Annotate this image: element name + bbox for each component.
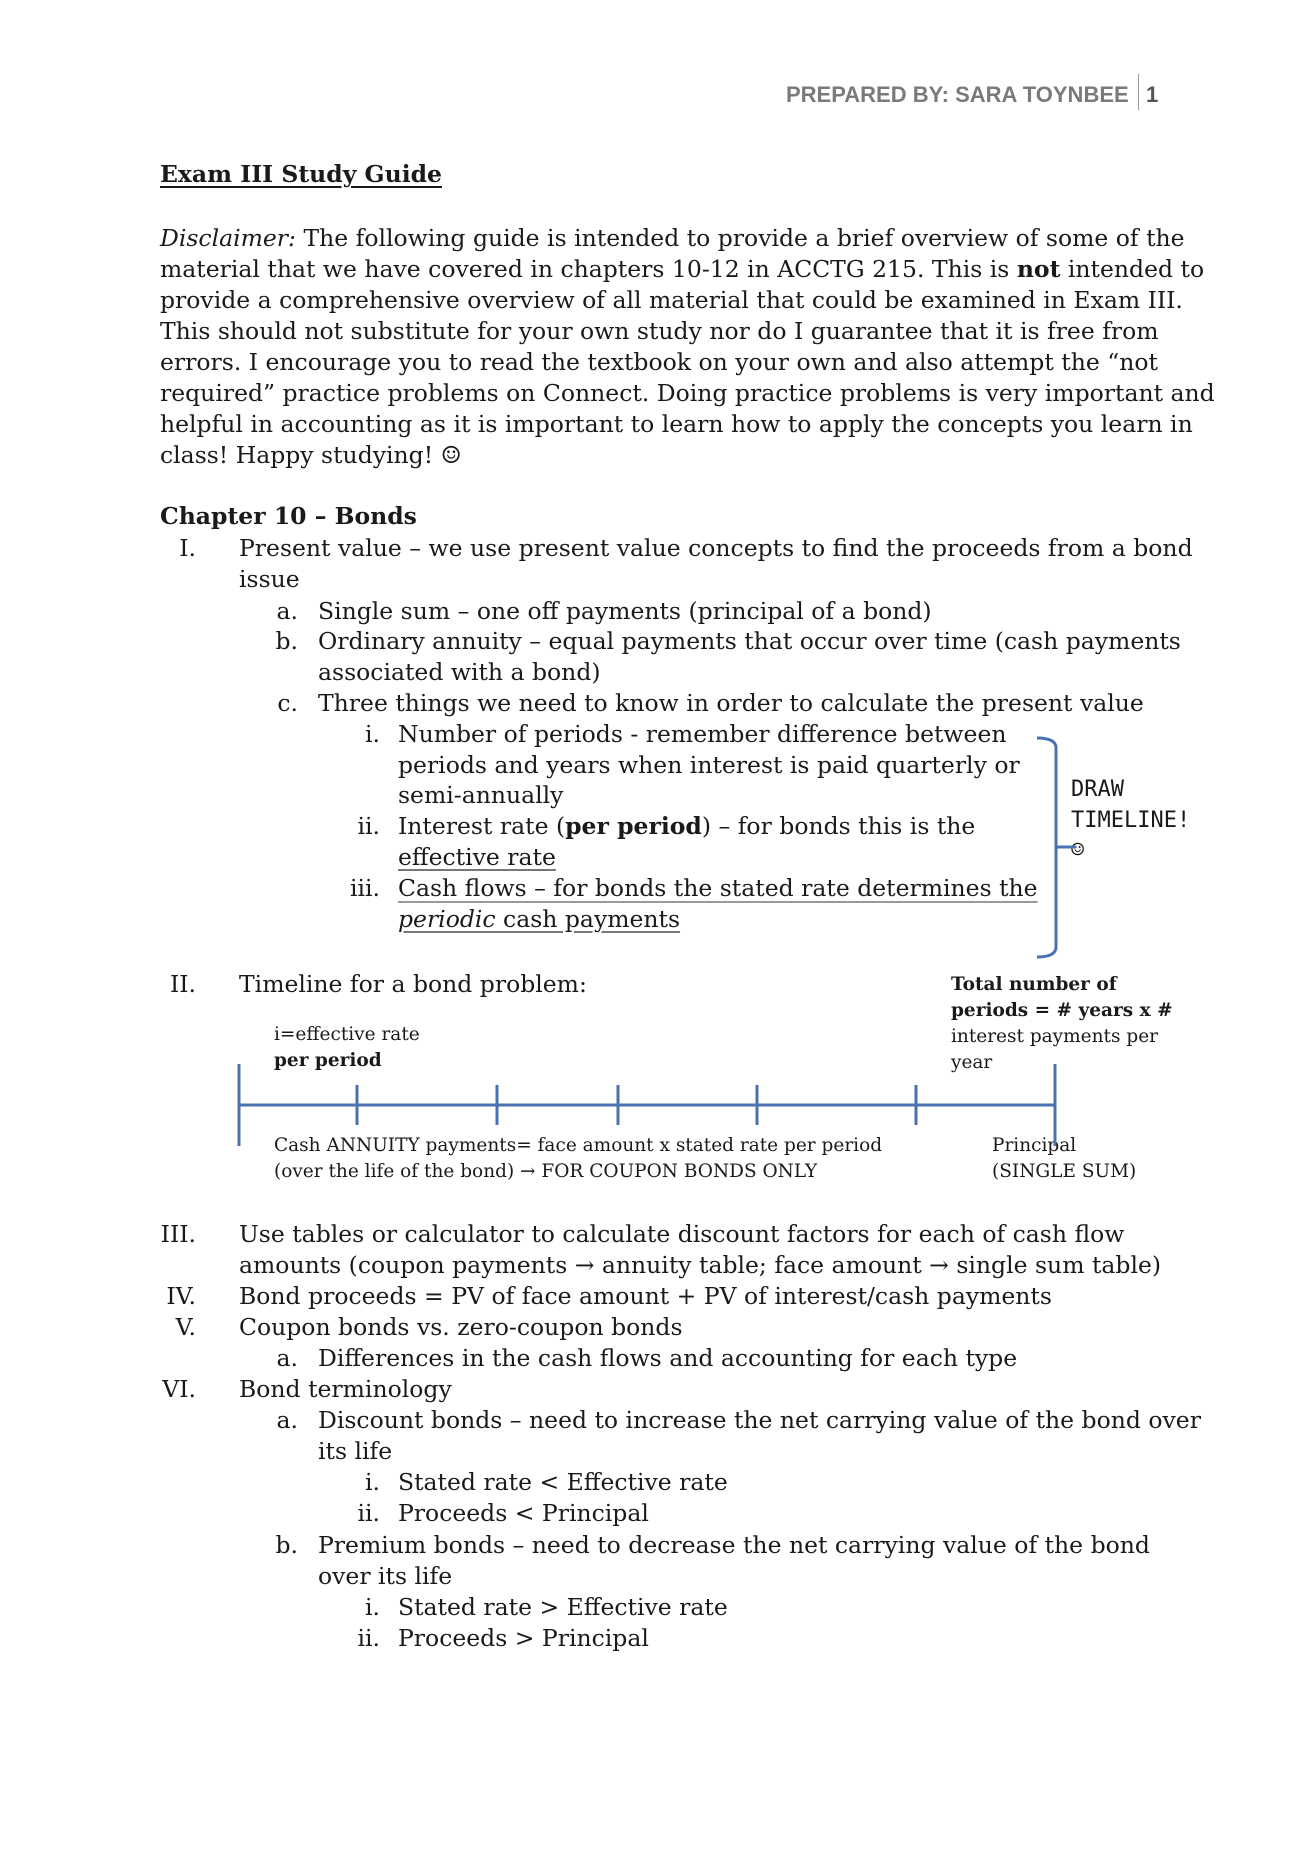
disclaimer-line: The following guide is intended to provide a brief overview of some of the xyxy=(303,224,1185,252)
rate-label: per period xyxy=(274,1050,382,1071)
annuity-label: Cash ANNUITY payments= face amount x stated rate per period xyxy=(274,1135,883,1156)
bracket-shape xyxy=(1037,738,1056,957)
list-marker: iii. xyxy=(349,874,380,902)
list-item: over its life xyxy=(318,1562,453,1590)
list-marker: b. xyxy=(275,1531,298,1559)
total-periods-label: Total number of xyxy=(951,974,1117,995)
section-number: I. xyxy=(179,534,196,562)
chapter-heading: Chapter 10 – Bonds xyxy=(160,502,417,530)
list-item: Three things we need to know in order to calculate the present value xyxy=(318,689,1144,717)
section-text: Use tables or calculator to calculate discount factors for each of cash flow xyxy=(239,1220,1125,1248)
section-number: II. xyxy=(169,970,196,998)
list-item: semi-annually xyxy=(398,781,564,809)
disclaimer-label: Disclaimer: xyxy=(160,224,296,252)
list-marker: ii. xyxy=(357,812,380,840)
list-item: periodic cash payments xyxy=(398,905,681,933)
list-item: Proceeds < Principal xyxy=(398,1499,649,1527)
list-item: Ordinary annuity – equal payments that occur over time (cash payments xyxy=(318,627,1181,655)
list-marker: c. xyxy=(277,689,298,717)
disclaimer-line: This should not substitute for your own study nor do I guarantee that it is free from xyxy=(160,317,1159,345)
draw-timeline-note: TIMELINE! xyxy=(1071,808,1191,833)
list-item: Stated rate > Effective rate xyxy=(398,1593,728,1621)
list-item: its life xyxy=(318,1437,393,1465)
section-text: Timeline for a bond problem: xyxy=(239,970,587,998)
list-item: Number of periods - remember difference between xyxy=(398,720,1007,748)
rate-label: i=effective rate xyxy=(274,1024,420,1045)
total-periods-label: interest payments per xyxy=(951,1026,1158,1047)
list-marker: b. xyxy=(275,627,298,655)
header-prepared-by: PREPARED BY: SARA TOYNBEE xyxy=(786,82,1129,107)
section-number: V. xyxy=(175,1313,196,1341)
disclaimer-line: class! Happy studying! ☺ xyxy=(160,441,462,469)
disclaimer-bold-not: not xyxy=(1016,255,1061,283)
list-marker: i. xyxy=(365,1593,380,1621)
list-marker: i. xyxy=(365,1468,380,1496)
principal-label: Principal xyxy=(992,1135,1077,1156)
list-item: Single sum – one off payments (principal of a bond) xyxy=(318,597,932,625)
annuity-label: (over the life of the bond) → FOR COUPON BONDS ONLY xyxy=(274,1161,818,1182)
section-text: Present value – we use present value concepts to find the proceeds from a bond xyxy=(239,534,1193,562)
list-marker: ii. xyxy=(357,1499,380,1527)
list-item: Stated rate < Effective rate xyxy=(398,1468,728,1496)
disclaimer-line: provide a comprehensive overview of all material that could be examined in Exam III. xyxy=(160,286,1183,314)
disclaimer-line: material that we have covered in chapters 10-12 in ACCTG 215. This is xyxy=(160,255,1017,283)
list-item: effective rate xyxy=(398,843,556,871)
list-marker: a. xyxy=(276,1406,298,1434)
disclaimer-line: intended to xyxy=(1060,255,1205,283)
list-item: Discount bonds – need to increase the net carrying value of the bond over xyxy=(318,1406,1201,1434)
section-text: Coupon bonds vs. zero-coupon bonds xyxy=(239,1313,683,1341)
list-item: Differences in the cash flows and accounting for each type xyxy=(318,1344,1018,1372)
principal-label: (SINGLE SUM) xyxy=(992,1161,1137,1182)
disclaimer-line: required” practice problems on Connect. Doing practice problems is very important and xyxy=(160,379,1215,407)
section-number: IV. xyxy=(166,1282,196,1310)
list-item: Interest rate (per period) – for bonds this is the xyxy=(398,812,976,840)
list-item: Proceeds > Principal xyxy=(398,1624,649,1652)
smiley-note: ☺ xyxy=(1071,838,1085,863)
section-text: amounts (coupon payments → annuity table; face amount → single sum table) xyxy=(239,1251,1162,1279)
disclaimer-line: errors. I encourage you to read the textbook on your own and also attempt the “not xyxy=(160,348,1158,376)
list-marker: ii. xyxy=(357,1624,380,1652)
draw-timeline-note: DRAW xyxy=(1071,777,1124,802)
section-number: VI. xyxy=(162,1375,196,1403)
section-text: Bond terminology xyxy=(239,1375,452,1403)
page-title: Exam III Study Guide xyxy=(160,160,442,188)
list-marker: i. xyxy=(365,720,380,748)
section-text: Bond proceeds = PV of face amount + PV of interest/cash payments xyxy=(239,1282,1052,1310)
list-item: Cash flows – for bonds the stated rate determines the xyxy=(398,874,1038,902)
list-item: associated with a bond) xyxy=(318,658,601,686)
total-periods-label: periods = # years x # xyxy=(951,1000,1173,1021)
section-number: III. xyxy=(160,1220,196,1248)
total-periods-label: year xyxy=(951,1052,993,1073)
list-item: periods and years when interest is paid quarterly or xyxy=(398,751,1020,779)
page-number: 1 xyxy=(1146,82,1159,107)
disclaimer-line: helpful in accounting as it is important to learn how to apply the concepts you learn in xyxy=(160,410,1193,438)
list-item: Premium bonds – need to decrease the net carrying value of the bond xyxy=(318,1531,1150,1559)
list-marker: a. xyxy=(276,1344,298,1372)
list-marker: a. xyxy=(276,597,298,625)
section-text: issue xyxy=(239,565,300,593)
